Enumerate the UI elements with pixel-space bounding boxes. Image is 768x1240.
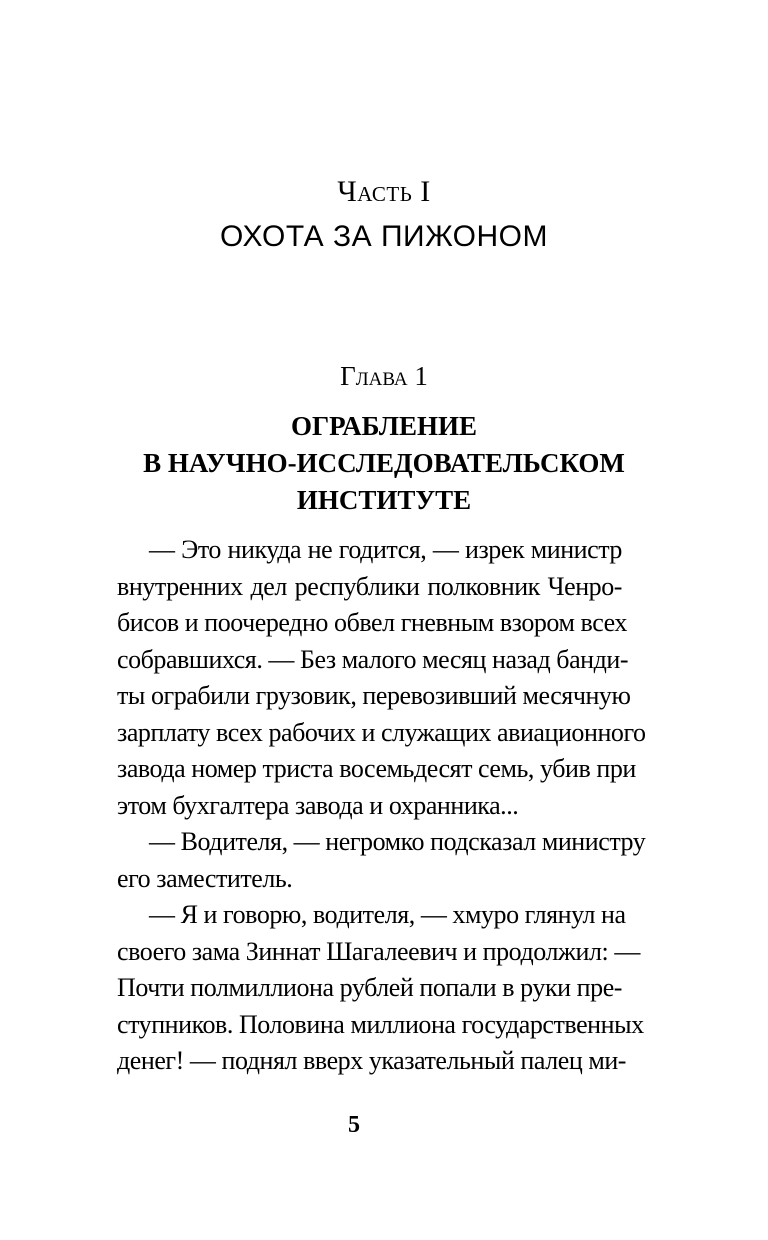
text-line: своего зама Зиннат Шагалеевич и продолжил: — xyxy=(117,936,640,966)
text-line: ступников. Половина миллиона государственных xyxy=(117,1009,644,1039)
text-line: собравшихся. — Без малого месяц назад банди- xyxy=(117,644,629,674)
text-line: бисов и поочередно обвел гневным взором всех xyxy=(117,608,627,637)
text-line: зарплату всех рабочих и служащих авиационного xyxy=(117,717,646,747)
text-line: Почти полмиллиона рублей попали в руки пре- xyxy=(117,973,622,1002)
part-title: ОХОТА ЗА ПИЖОНОМ xyxy=(220,220,548,253)
part-label: Часть I xyxy=(337,175,431,208)
chapter-title-line: В НАУЧНО-ИССЛЕДОВАТЕЛЬСКОМ xyxy=(143,448,625,478)
chapter-title xyxy=(0,408,768,519)
text-line: — Это никуда не годится, — изрек министр xyxy=(149,535,622,564)
text-line: внутренних дел республики полковник Ченро- xyxy=(117,571,622,601)
chapter-label: Глава 1 xyxy=(340,361,428,391)
body-text xyxy=(117,532,646,1080)
text-line: завода номер триста восемьдесят семь, убив при xyxy=(117,754,636,783)
chapter-title-line: ИНСТИТУТЕ xyxy=(296,485,472,515)
text-line: этом бухгалтера завода и охранника... xyxy=(117,790,519,820)
page-number: 5 xyxy=(348,1112,360,1138)
text-line: его заместитель. xyxy=(117,863,293,893)
text-line: — Водителя, — негромко подсказал министру xyxy=(149,827,646,856)
chapter-title-line: ОГРАБЛЕНИЕ xyxy=(290,411,478,441)
text-line: денег! — поднял вверх указательный палец ми- xyxy=(117,1046,627,1075)
text-line: ты ограбили грузовик, перевозивший месячную xyxy=(117,681,631,710)
text-line: — Я и говорю, водителя, — хмуро глянул на xyxy=(149,900,626,929)
